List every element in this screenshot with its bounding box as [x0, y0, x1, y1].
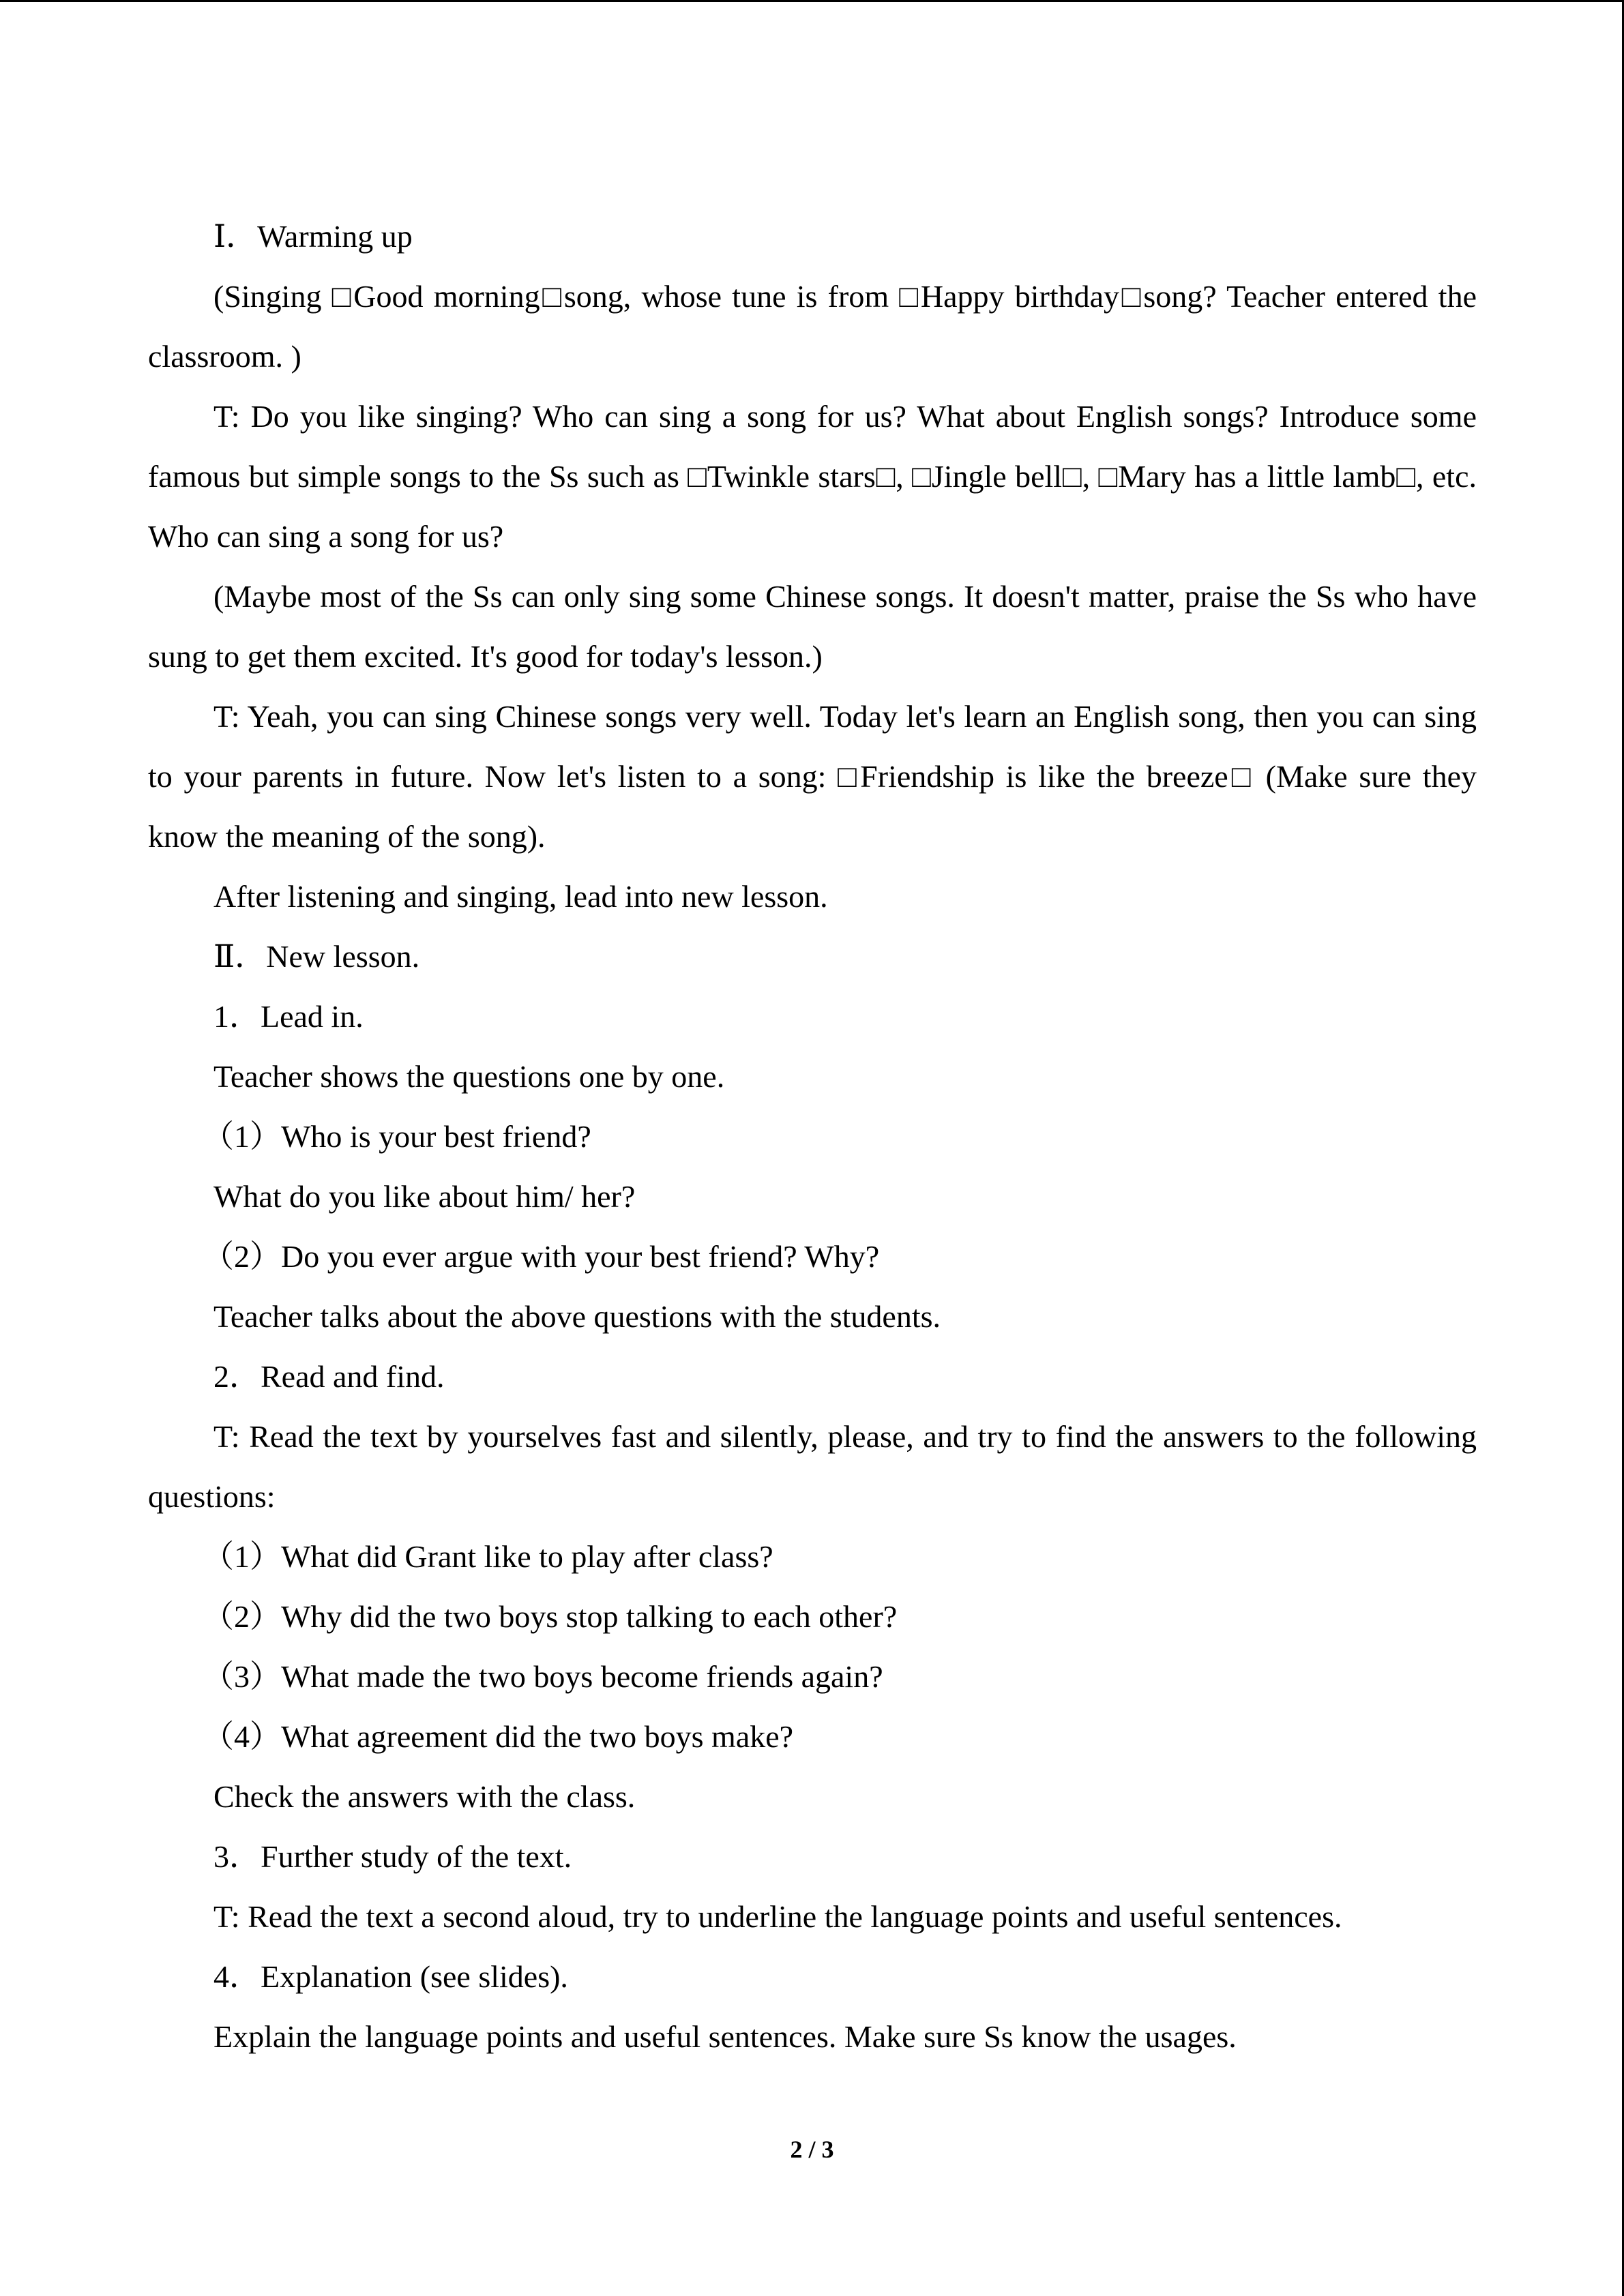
subheading-explanation: 4．Explanation (see slides). — [213, 1959, 568, 1994]
paragraph: T: Read the text by yourselves fast and silently, please, and try to find the answers to the following questions: — [148, 1419, 1477, 1514]
paragraph: T: Do you like singing? Who can sing a song for us? What about English songs? Introduce some famous but simple songs to the Ss such as □Twinkle stars□, □Jingle bell□, □Mary has a little lamb□, etc. Who can sing a song for us? — [148, 399, 1477, 554]
paragraph: Teacher shows the questions one by one. — [213, 1059, 725, 1094]
paragraph: (Singing □Good morning□song, whose tune is from □Happy birthday□song? Teacher entered the classroom. ) — [148, 279, 1477, 374]
paragraph: T: Read the text a second aloud, try to underline the language points and useful sentences. — [213, 1899, 1342, 1934]
paragraph: T: Yeah, you can sing Chinese songs very well. Today let's learn an English song, then you can sing to your parents in future. Now let's listen to a song: □Friendship is like the breeze□ (Make sure they know the meaning of the song). — [148, 699, 1477, 854]
subheading-read-and-find: 2．Read and find. — [213, 1359, 445, 1394]
question-item: （2）Why did the two boys stop talking to each other? — [203, 1599, 898, 1634]
question-item: （3）What made the two boys become friends again? — [203, 1659, 883, 1694]
page-number: 2 / 3 — [790, 2136, 834, 2163]
question-item: （4）What agreement did the two boys make? — [203, 1719, 794, 1754]
subheading-lead-in: 1．Lead in. — [213, 999, 364, 1034]
paragraph: What do you like about him/ her? — [213, 1179, 636, 1214]
paragraph: Teacher talks about the above questions with the students. — [213, 1299, 941, 1334]
paragraph: Explain the language points and useful sentences. Make sure Ss know the usages. — [213, 2019, 1237, 2054]
section-heading-new-lesson: Ⅱ．New lesson. — [213, 939, 420, 974]
paragraph: (Maybe most of the Ss can only sing some Chinese songs. It doesn't matter, praise the Ss who have sung to get them excited. It's good for today's lesson.) — [148, 579, 1477, 674]
question-item: （1）Who is your best friend? — [203, 1119, 591, 1154]
document-body — [148, 207, 1477, 2067]
question-item: （2）Do you ever argue with your best friend? Why? — [203, 1239, 880, 1274]
paragraph: After listening and singing, lead into new lesson. — [213, 879, 828, 914]
section-heading-warming-up: Ⅰ．Warming up — [213, 219, 413, 254]
question-item: （1）What did Grant like to play after class? — [203, 1539, 773, 1574]
paragraph: Check the answers with the class. — [213, 1779, 636, 1814]
subheading-further-study: 3．Further study of the text. — [213, 1839, 572, 1874]
